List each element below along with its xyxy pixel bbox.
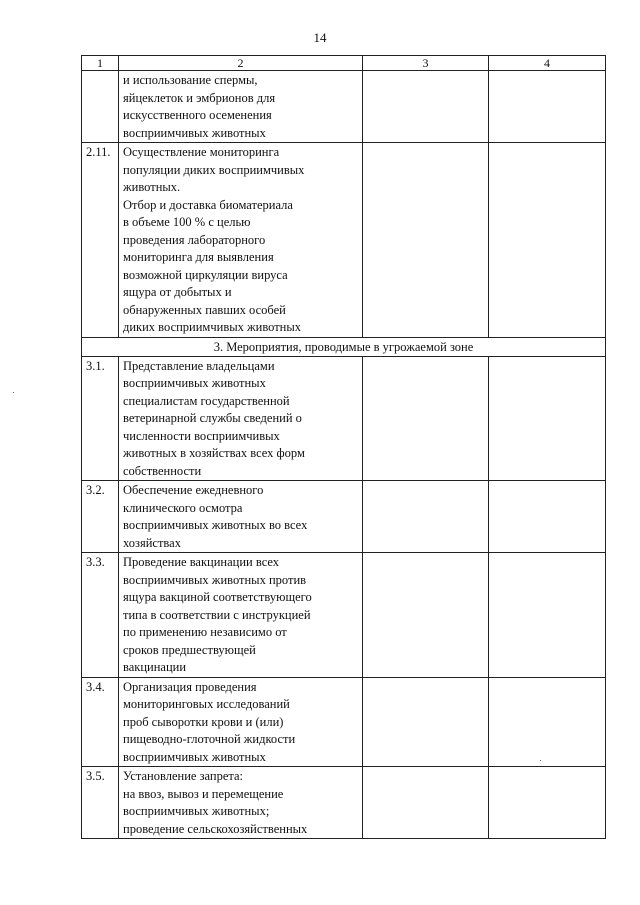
col-4-cell [489, 143, 606, 338]
table-row [82, 677, 606, 767]
text-line: Осуществление мониторинга [123, 145, 280, 159]
text-line: восприимчивых животных во всех [123, 518, 308, 532]
row-number: 3.4. [82, 677, 119, 767]
text-line: животных. [123, 180, 181, 194]
measures-table [81, 55, 606, 839]
text-line: собственности [123, 463, 202, 478]
table-row [82, 481, 606, 553]
table-row [82, 767, 606, 839]
measure-text [119, 71, 363, 143]
text-line: проб сыворотки крови и (или) [123, 714, 284, 729]
col-3-cell [363, 553, 489, 678]
measure-text [119, 677, 363, 767]
text-line: мониторинга для выявления [123, 250, 274, 264]
col-4-cell [489, 356, 606, 481]
col-3-cell [363, 71, 489, 143]
text-line: обнаруженных павших особей [123, 302, 286, 317]
header-col-2: 2 [119, 56, 363, 71]
text-line: Отбор и доставка биоматериала [123, 197, 293, 212]
col-3-cell [363, 356, 489, 481]
row-number [82, 71, 119, 143]
col-4-cell [489, 677, 606, 767]
col-3-cell [363, 481, 489, 553]
text-line: восприимчивых животных [123, 125, 266, 140]
measure-text [119, 481, 363, 553]
text-line: восприимчивых животных [123, 376, 266, 390]
text-line: специалистам государственной [123, 393, 290, 408]
table-row [82, 553, 606, 678]
text-line: мониторинговых исследований [123, 697, 290, 711]
text-line: восприимчивых животных против [123, 572, 307, 587]
text-line: и использование спермы, [123, 73, 258, 87]
section-row [82, 337, 606, 356]
row-number: 2.11. [82, 143, 119, 338]
text-line: численности восприимчивых [123, 428, 280, 443]
row-number: 3.1. [82, 356, 119, 481]
text-line: сроков предшествующей [123, 642, 256, 657]
header-row [82, 56, 606, 71]
text-line: восприимчивых животных [123, 749, 266, 764]
text-line: проведения лабораторного [123, 232, 266, 247]
table-row [82, 356, 606, 481]
row-number: 3.5. [82, 767, 119, 839]
text-line: пищеводно-глоточной жидкости [123, 732, 296, 746]
text-line: на ввоз, вывоз и перемещение [123, 786, 284, 801]
col-3-cell [363, 143, 489, 338]
text-line: возможной циркуляции вируса [123, 267, 288, 282]
measure-text [119, 356, 363, 481]
text-line: хозяйствах [123, 535, 181, 550]
text-line: ящура от добытых и [123, 285, 232, 299]
table-row [82, 71, 606, 143]
header-col-4: 4 [489, 56, 606, 71]
text-line: Проведение вакцинации всех [123, 555, 280, 569]
scan-speck [540, 760, 541, 761]
text-line: клинического осмотра [123, 500, 243, 515]
row-number: 3.3. [82, 553, 119, 678]
measure-text [119, 767, 363, 839]
header-col-3: 3 [363, 56, 489, 71]
col-4-cell [489, 481, 606, 553]
text-line: яйцеклеток и эмбрионов для [123, 90, 276, 105]
col-4-cell [489, 553, 606, 678]
text-line: проведение сельскохозяйственных [123, 821, 308, 836]
text-line: животных в хозяйствах всех форм [123, 446, 305, 460]
measure-text [119, 143, 363, 338]
text-line: типа в соответствии с инструкцией [123, 607, 311, 622]
text-line: вакцинации [123, 660, 187, 674]
scan-speck [13, 392, 14, 393]
text-line: Установление запрета: [123, 769, 244, 783]
section-title: 3. Мероприятия, проводимые в угрожаемой зоне [82, 337, 606, 356]
text-line: диких восприимчивых животных [123, 320, 302, 334]
col-4-cell [489, 71, 606, 143]
header-col-1: 1 [82, 56, 119, 71]
text-line: популяции диких восприимчивых [123, 162, 305, 177]
text-line: в объеме 100 % с целью [123, 215, 251, 229]
text-line: по применению независимо от [123, 625, 287, 639]
text-line: искусственного осеменения [123, 108, 272, 122]
col-4-cell [489, 767, 606, 839]
text-line: ящура вакциной соответствующего [123, 590, 312, 604]
text-line: восприимчивых животных; [123, 804, 270, 818]
measure-text [119, 553, 363, 678]
text-line: Организация проведения [123, 679, 257, 694]
text-line: ветеринарной службы сведений о [123, 411, 302, 425]
page-number: 14 [313, 30, 327, 45]
text-line: Обеспечение ежедневного [123, 483, 264, 497]
col-3-cell [363, 677, 489, 767]
row-number: 3.2. [82, 481, 119, 553]
text-line: Представление владельцами [123, 358, 275, 373]
table-row [82, 143, 606, 338]
col-3-cell [363, 767, 489, 839]
